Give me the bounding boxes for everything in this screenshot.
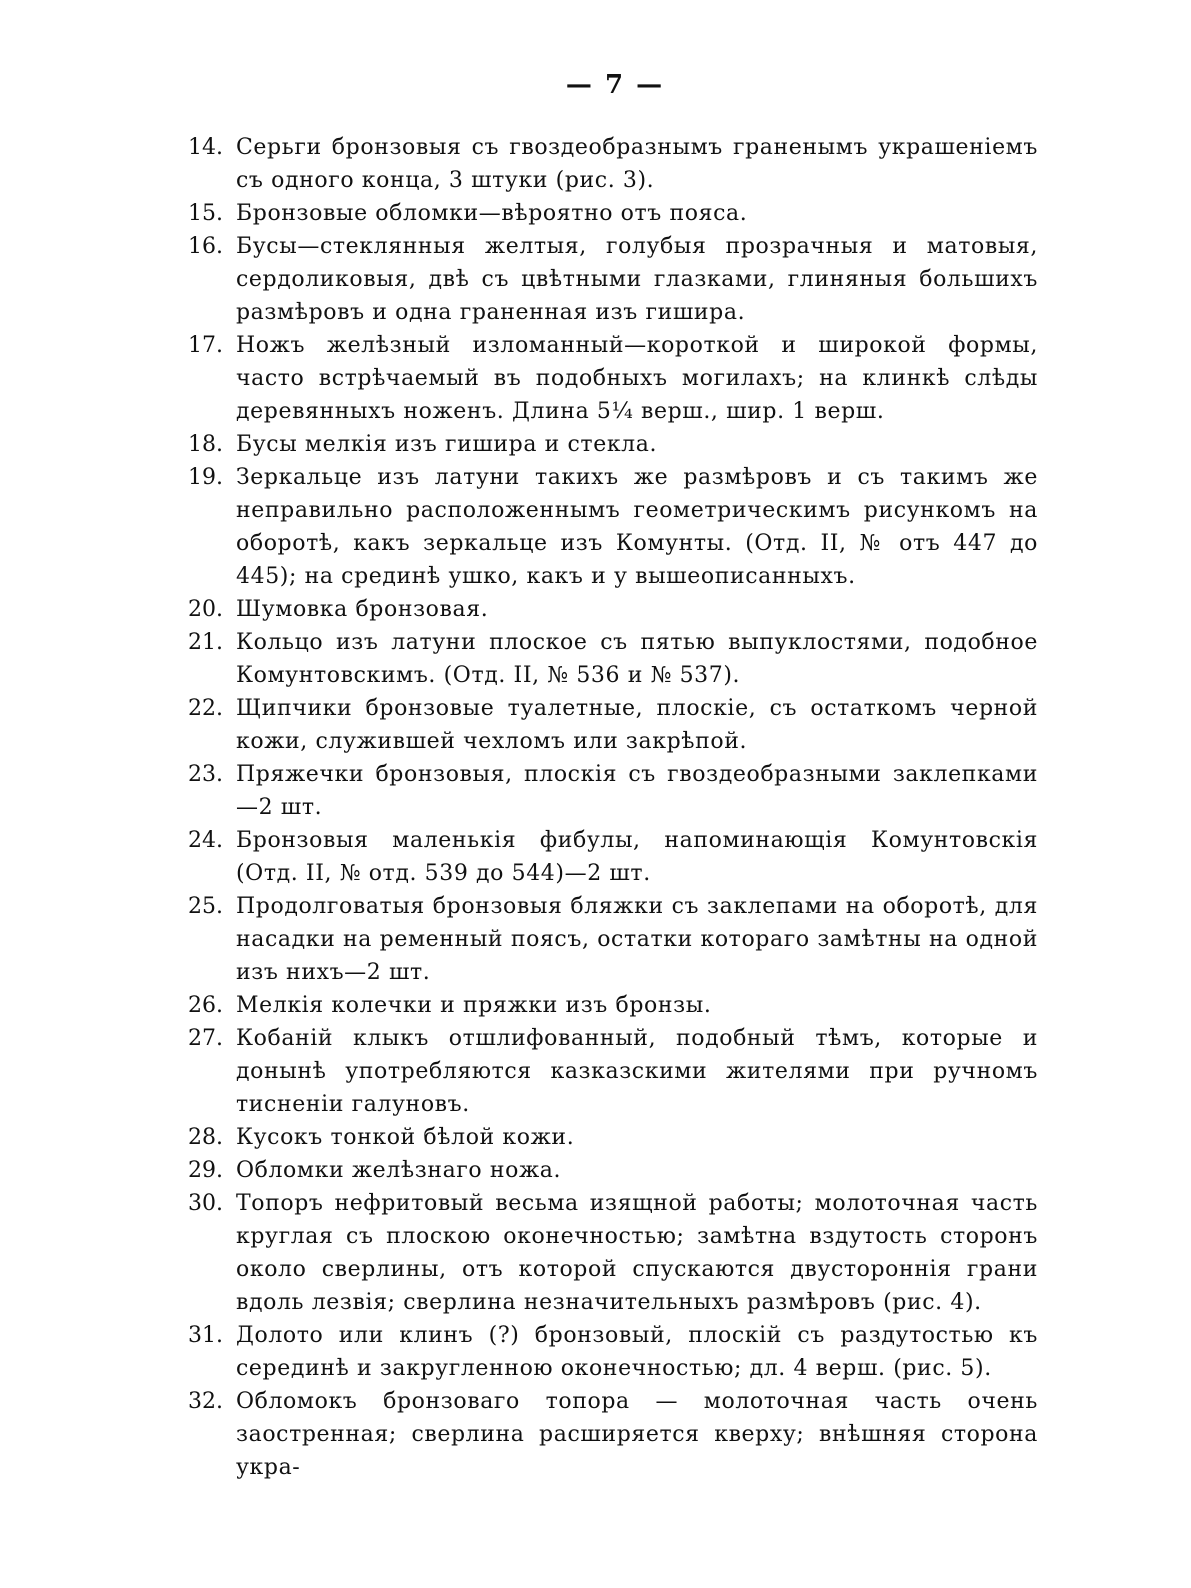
item-text: Щипчики бронзовые туалетные, плоскіе, съ остаткомъ черной кожи, служившей чехломъ или закрѣпой. — [236, 696, 1038, 754]
item-text: Продолговатыя бронзовыя бляжки съ заклепами на оборотѣ, для насадки на ременный поясъ, остатки котораго замѣтны на одной изъ нихъ—2 шт. — [236, 894, 1038, 985]
item-number: 22. — [188, 696, 223, 721]
item-number: 20. — [188, 597, 223, 622]
item-number: 30. — [188, 1191, 223, 1216]
list-item — [188, 230, 1038, 329]
item-text: Серьги бронзовыя съ гвоздеобразнымъ граненымъ украшеніемъ съ одного конца, 3 штуки (рис. 3). — [236, 135, 1038, 193]
item-text: Мелкія колечки и пряжки изъ бронзы. — [236, 993, 712, 1018]
item-text: Обломки желѣзнаго ножа. — [236, 1158, 562, 1183]
item-number: 31. — [188, 1323, 223, 1348]
item-number: 32. — [188, 1389, 223, 1414]
inventory-list — [188, 131, 1038, 1484]
item-text: Топоръ нефритовый весьма изящной работы; молоточная часть круглая съ плоскою оконечностью; замѣтна вздутость сторонъ около сверлины, отъ которой спускаются двустороннія грани вдоль лезвія; сверлина незначительныхъ размѣровъ (рис. 4). — [236, 1191, 1038, 1315]
page-number: — 7 — — [565, 70, 665, 100]
list-item — [188, 1319, 1038, 1385]
list-item — [188, 692, 1038, 758]
list-item — [188, 989, 1038, 1022]
list-item — [188, 824, 1038, 890]
list-item — [188, 428, 1038, 461]
item-number: 25. — [188, 894, 223, 919]
item-text: Кусокъ тонкой бѣлой кожи. — [236, 1125, 575, 1150]
item-number: 16. — [188, 234, 223, 259]
item-number: 24. — [188, 828, 223, 853]
item-number: 29. — [188, 1158, 223, 1183]
list-item — [188, 1385, 1038, 1484]
item-number: 23. — [188, 762, 223, 787]
list-item — [188, 1022, 1038, 1121]
item-number: 19. — [188, 465, 223, 490]
item-number: 17. — [188, 333, 223, 358]
item-number: 26. — [188, 993, 223, 1018]
item-text: Бронзовые обломки—вѣроятно отъ пояса. — [236, 201, 748, 226]
item-text: Шумовка бронзовая. — [236, 597, 489, 622]
item-text: Ножъ желѣзный изломанный—короткой и широкой формы, часто встрѣчаемый въ подобныхъ могилахъ; на клинкѣ слѣды деревянныхъ ноженъ. Длина 5¼ верш., шир. 1 верш. — [236, 333, 1038, 424]
item-text: Бронзовыя маленькія фибулы, напоминающія Комунтовскія (Отд. II, № отд. 539 до 544)—2 шт. — [236, 828, 1038, 886]
list-item — [188, 890, 1038, 989]
item-text: Обломокъ бронзоваго топора — молоточная часть очень заостренная; сверлина расширяется кверху; внѣшняя сторона укра- — [236, 1389, 1038, 1480]
item-number: 14. — [188, 135, 223, 160]
item-number: 21. — [188, 630, 223, 655]
item-text: Кобаній клыкъ отшлифованный, подобный тѣмъ, которые и донынѣ употребляются казказскими жителями при ручномъ тисненіи галуновъ. — [236, 1026, 1038, 1117]
item-text: Зеркальце изъ латуни такихъ же размѣровъ и съ такимъ же неправильно расположеннымъ геометрическимъ рисункомъ на оборотѣ, какъ зеркальце изъ Комунты. (Отд. II, № отъ 447 до 445); на срединѣ ушко, какъ и у вышеописанныхъ. — [236, 465, 1038, 589]
list-item — [188, 593, 1038, 626]
list-item — [188, 1121, 1038, 1154]
list-item — [188, 329, 1038, 428]
item-number: 15. — [188, 201, 223, 226]
item-text: Долото или клинъ (?) бронзовый, плоскій съ раздутостью къ серединѣ и закругленною оконечностью; дл. 4 верш. (рис. 5). — [236, 1323, 1038, 1381]
item-text: Бусы мелкія изъ гишира и стекла. — [236, 432, 658, 457]
item-number: 27. — [188, 1026, 223, 1051]
list-item — [188, 1187, 1038, 1319]
list-item — [188, 758, 1038, 824]
list-item — [188, 1154, 1038, 1187]
list-item — [188, 197, 1038, 230]
list-item — [188, 131, 1038, 197]
list-item — [188, 626, 1038, 692]
item-text: Пряжечки бронзовыя, плоскія съ гвоздеобразными заклепками—2 шт. — [236, 762, 1038, 820]
item-text: Кольцо изъ латуни плоское съ пятью выпуклостями, подобное Комунтовскимъ. (Отд. II, № 536 и № 537). — [236, 630, 1038, 688]
list-item — [188, 461, 1038, 593]
item-text: Бусы—стеклянныя желтыя, голубыя прозрачныя и матовыя, сердоликовыя, двѣ съ цвѣтными глазками, глиняныя большихъ размѣровъ и одна граненная изъ гишира. — [236, 234, 1038, 325]
item-number: 18. — [188, 432, 223, 457]
item-number: 28. — [188, 1125, 223, 1150]
